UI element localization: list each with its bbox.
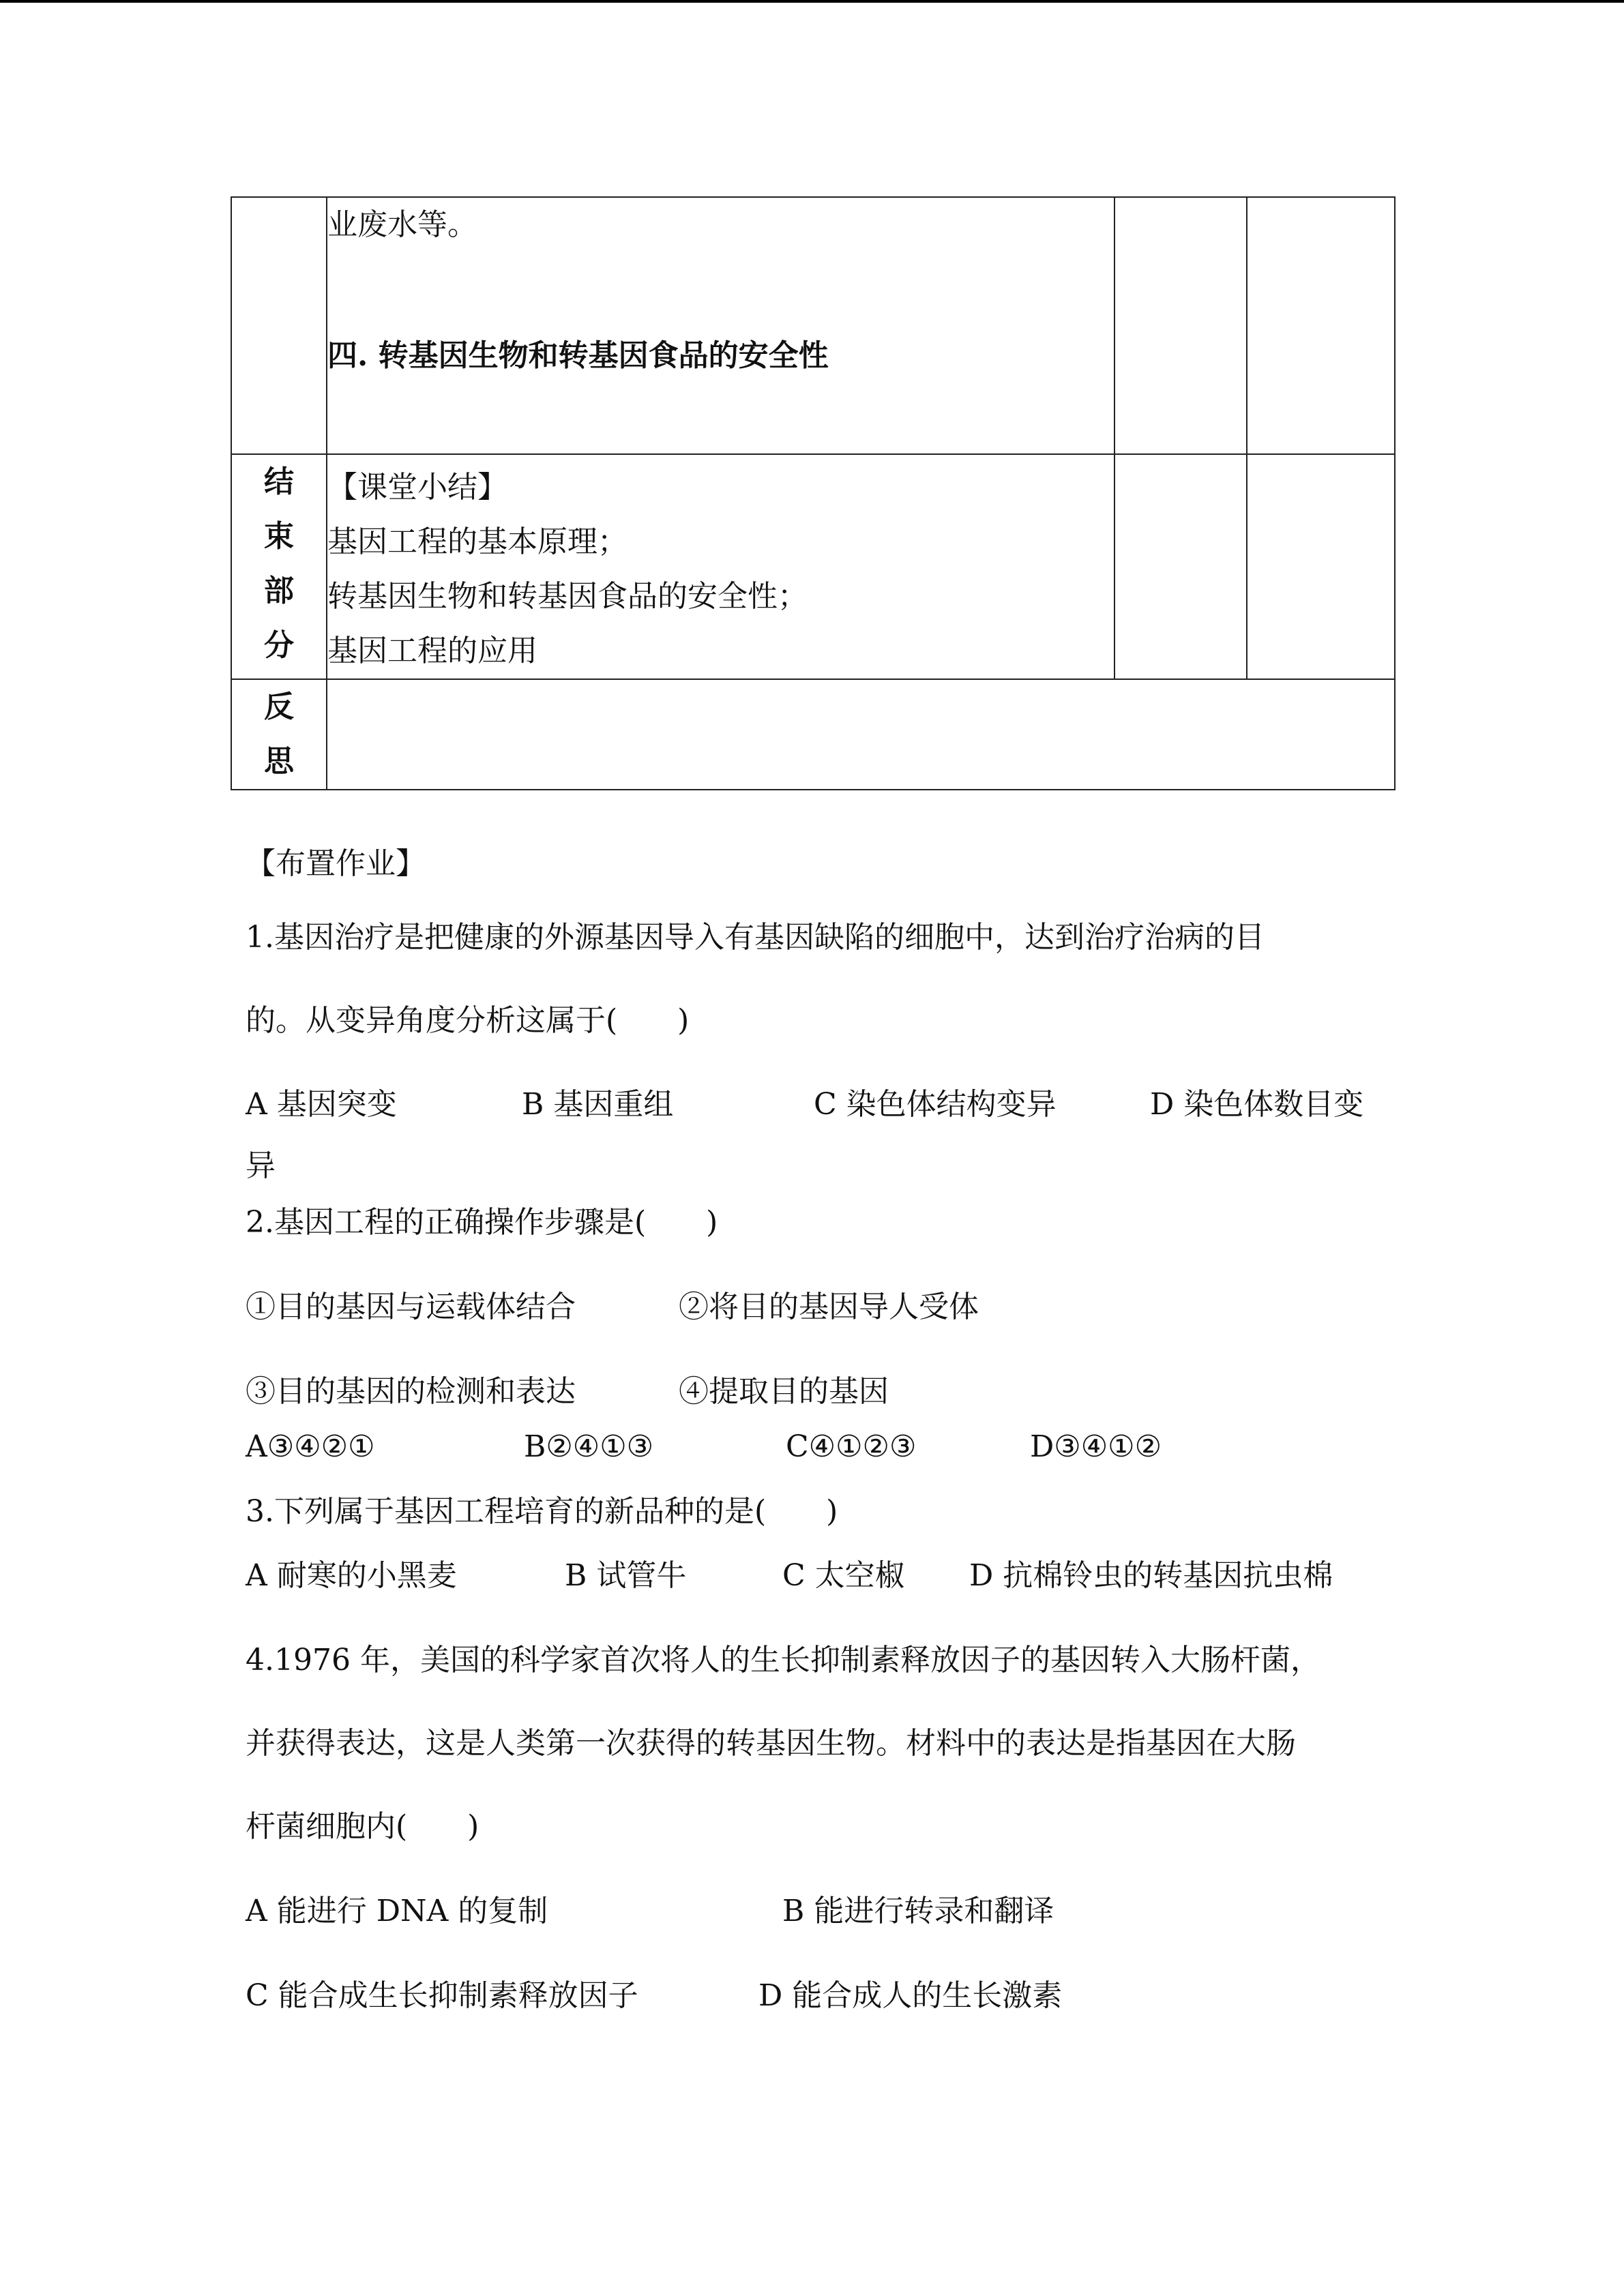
side-label-cell [231,197,327,454]
question-line: 并获得表达，这是人类第一次获得的转基因生物。材料中的表达是指基因在大肠 [246,1726,1296,1761]
reflection-cell [327,679,1395,790]
side-label-char: 结 [264,464,294,499]
step-item: ④提取目的基因 [679,1374,889,1409]
table-row [231,679,1395,790]
side-label-char: 束 [264,519,294,554]
homework-title: 【布置作业】 [246,846,426,881]
table-row [231,454,1395,679]
empty-cell [1247,197,1395,454]
side-label-char: 反 [264,689,294,724]
side-label-char: 部 [264,573,294,608]
answer-option: A 基因突变 [246,1087,397,1122]
answer-option: D 染色体数目变 [1150,1087,1364,1122]
answer-option: B 基因重组 [522,1087,674,1122]
section-heading: 四. 转基因生物和转基因食品的安全性 [327,338,829,373]
summary-line: 【课堂小结】 [327,470,507,505]
empty-cell [1114,197,1247,454]
question-line: 2.基因工程的正确操作步骤是( ) [246,1205,718,1240]
answer-option: D③④①② [1030,1429,1162,1464]
summary-line: 基因工程的基本原理； [327,524,628,559]
question-line: 3.下列属于基因工程培育的新品种的是( ) [246,1494,838,1529]
content-line: 业废水等。 [327,207,477,242]
summary-cell [327,454,1114,679]
answer-option: D 抗棉铃虫的转基因抗虫棉 [969,1558,1333,1593]
summary-line: 基因工程的应用 [327,633,537,668]
question-line: 4.1976 年，美国的科学家首次将人的生长抑制素释放因子的基因转入大肠杆菌， [246,1643,1320,1678]
answer-option: B 能进行转录和翻译 [782,1894,1054,1928]
question-line: 的。从变异角度分析这属于( ) [246,1003,690,1038]
empty-cell [1114,454,1247,679]
step-item: ②将目的基因导人受体 [679,1289,979,1324]
side-label-cell [231,454,327,679]
step-item: ③目的基因的检测和表达 [246,1374,576,1409]
question-line: 1.基因治疗是把健康的外源基因导入有基因缺陷的细胞中，达到治疗治病的目 [246,920,1265,955]
answer-option: A 耐寒的小黑麦 [246,1558,457,1593]
empty-cell [1247,454,1395,679]
table-row [231,197,1395,454]
answer-option: B 试管牛 [565,1558,687,1593]
answer-option: C 染色体结构变异 [814,1087,1057,1122]
answer-option: C 能合成生长抑制素释放因子 [246,1978,638,2013]
answer-option: A③④②① [246,1429,375,1464]
page-top-border [0,0,1624,3]
step-item: ①目的基因与运载体结合 [246,1289,576,1324]
summary-line: 转基因生物和转基因食品的安全性； [327,579,808,614]
content-cell [327,197,1114,454]
answer-option: C 太空椒 [782,1558,905,1593]
answer-option: C④①②③ [786,1429,917,1464]
side-label-cell [231,679,327,790]
lesson-plan-table [231,196,1396,790]
answer-option: D 能合成人的生长激素 [758,1978,1063,2013]
side-label-char: 分 [264,628,294,663]
answer-option: B②④①③ [524,1429,654,1464]
side-label-char: 思 [264,744,294,779]
answer-option: A 能进行 DNA 的复制 [246,1894,548,1928]
question-line: 杆菌细胞内( ) [246,1809,479,1844]
question-line: 异 [246,1148,276,1183]
